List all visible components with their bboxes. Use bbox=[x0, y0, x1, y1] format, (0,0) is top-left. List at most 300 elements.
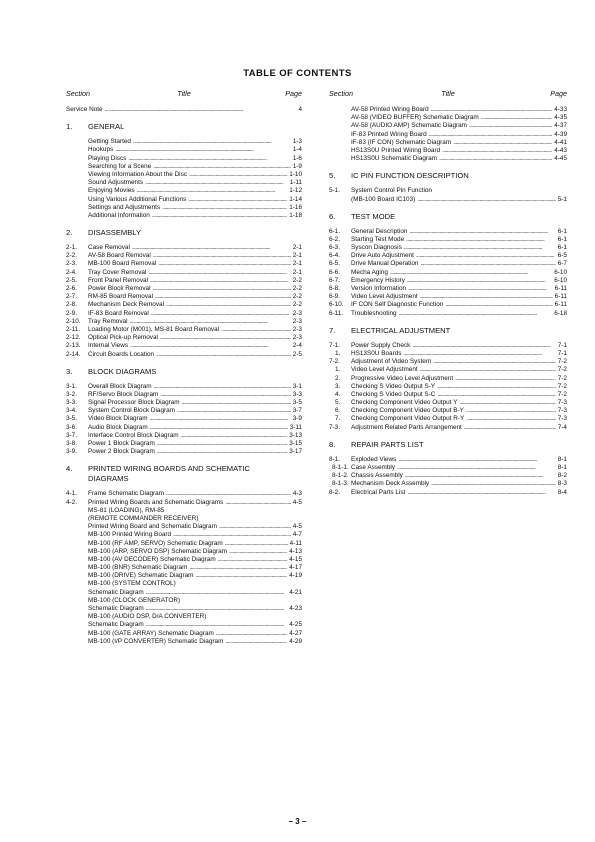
header-title: Title bbox=[441, 89, 455, 98]
toc-entry[interactable] bbox=[66, 342, 302, 350]
dot-leader bbox=[150, 277, 291, 285]
section-title: REPAIR PARTS LIST bbox=[351, 439, 424, 449]
entry-title: Enjoying Movies bbox=[88, 187, 135, 195]
section-title: ELECTRICAL ADJUSTMENT bbox=[351, 325, 451, 335]
toc-entry[interactable] bbox=[329, 155, 567, 163]
toc-entry[interactable] bbox=[329, 399, 567, 407]
entry-page: 4-3 bbox=[292, 490, 302, 498]
toc-list-left bbox=[66, 106, 302, 646]
entry-page: 2-3 bbox=[292, 325, 302, 333]
toc-entry[interactable] bbox=[66, 597, 302, 605]
entry-number: 2-5. bbox=[66, 276, 78, 284]
toc-entry[interactable] bbox=[329, 489, 567, 497]
section-heading bbox=[66, 228, 302, 238]
toc-entry[interactable] bbox=[66, 564, 302, 572]
section-heading bbox=[329, 440, 567, 450]
entry-page: 2-3 bbox=[292, 317, 302, 325]
entry-page: 7-3 bbox=[557, 407, 567, 415]
toc-entry[interactable] bbox=[329, 277, 567, 285]
section-title-block bbox=[88, 367, 156, 377]
toc-entry[interactable] bbox=[329, 187, 567, 195]
toc-entry[interactable] bbox=[66, 196, 302, 204]
dot-leader bbox=[398, 456, 555, 464]
entry-title: Adjustment of Video System bbox=[351, 358, 432, 366]
entry-title: MB-100 (AV DECODER) Schematic Diagram bbox=[88, 555, 216, 563]
entry-page: 6-10 bbox=[554, 268, 567, 276]
section-title: BLOCK DIAGRAMS bbox=[88, 366, 157, 376]
entry-page: 8-2 bbox=[557, 472, 567, 480]
dot-leader bbox=[390, 269, 552, 277]
entry-page: 4-29 bbox=[289, 637, 302, 645]
entry-number: 2-6. bbox=[66, 285, 78, 292]
dot-leader bbox=[173, 531, 291, 539]
header-title: Title bbox=[177, 89, 191, 98]
dot-leader bbox=[466, 415, 556, 423]
dot-leader bbox=[453, 139, 552, 147]
entry-title: Loading Motor (M001), MS-81 Board Removal bbox=[88, 325, 220, 333]
section-number: 6. bbox=[329, 211, 336, 221]
section-heading bbox=[329, 171, 567, 181]
entry-page: 1-18 bbox=[289, 211, 302, 219]
dot-leader bbox=[218, 556, 287, 564]
entry-title: Exploded Views bbox=[351, 455, 397, 463]
entry-title: Tray Cover Removal bbox=[88, 268, 147, 276]
toc-entry[interactable] bbox=[329, 236, 567, 244]
toc-entry[interactable] bbox=[66, 621, 302, 629]
toc-entry[interactable] bbox=[66, 171, 302, 179]
toc-entry[interactable] bbox=[66, 269, 302, 277]
header-section: Section bbox=[66, 89, 90, 98]
toc-entry[interactable] bbox=[329, 310, 567, 318]
toc-entry[interactable] bbox=[329, 196, 567, 204]
entry-page: 3-1 bbox=[292, 382, 302, 390]
toc-entry[interactable] bbox=[329, 366, 567, 374]
toc-right-column bbox=[329, 90, 567, 497]
dot-leader bbox=[464, 424, 556, 432]
toc-entry[interactable] bbox=[66, 334, 302, 342]
entry-page: 6-1 bbox=[557, 244, 567, 252]
toc-entry[interactable] bbox=[329, 260, 567, 268]
dot-leader bbox=[437, 383, 556, 391]
dot-leader bbox=[166, 301, 291, 309]
entry-page: 6-18 bbox=[554, 309, 567, 317]
dot-leader bbox=[442, 147, 552, 155]
dot-leader bbox=[155, 293, 291, 301]
section-title-block bbox=[88, 228, 141, 238]
entry-number: 1. bbox=[335, 366, 341, 374]
toc-entry[interactable] bbox=[66, 424, 302, 432]
section-title-block bbox=[88, 122, 124, 132]
entry-title: Mecha Aging bbox=[351, 268, 388, 276]
toc-entry[interactable] bbox=[329, 342, 567, 350]
entry-page: 4-17 bbox=[289, 564, 302, 572]
dot-leader bbox=[417, 196, 555, 204]
toc-entry[interactable] bbox=[66, 432, 302, 440]
entry-page: 3-15 bbox=[289, 440, 302, 447]
entry-number: 3-1. bbox=[66, 382, 78, 390]
toc-entry[interactable] bbox=[66, 540, 302, 548]
entry-page: 3-13 bbox=[289, 431, 302, 439]
entry-title: AV-58 Printed Wiring Board bbox=[351, 106, 429, 113]
entry-page: 6-7 bbox=[557, 260, 567, 268]
entry-number: 2-14. bbox=[66, 350, 81, 358]
dot-leader bbox=[195, 572, 287, 580]
entry-page: 1-6 bbox=[292, 154, 302, 162]
dot-leader bbox=[150, 415, 291, 423]
dot-leader bbox=[158, 260, 291, 268]
toc-entry[interactable] bbox=[66, 556, 302, 564]
entry-page: 4-33 bbox=[554, 106, 567, 113]
entry-title: MB-100 (I/P CONVERTER) Schematic Diagram bbox=[88, 637, 224, 645]
toc-entry[interactable] bbox=[66, 507, 302, 515]
entry-page: 1-4 bbox=[292, 146, 302, 154]
entry-number: 2-10. bbox=[66, 317, 81, 325]
entry-title: Mechanism Deck Assembly bbox=[351, 480, 430, 488]
toc-entry[interactable] bbox=[66, 531, 302, 539]
entry-title: MB-100 (BNR) Schematic Diagram bbox=[88, 564, 188, 572]
toc-entry[interactable] bbox=[66, 187, 302, 195]
entry-title: Tray Removal bbox=[88, 317, 128, 325]
toc-entry[interactable] bbox=[329, 424, 567, 432]
toc-entry[interactable] bbox=[329, 122, 567, 130]
entry-number: 4. bbox=[335, 390, 341, 398]
entry-title: Drive Auto Adjustment bbox=[351, 252, 414, 260]
dot-leader bbox=[219, 523, 291, 531]
entry-title: Additional Information bbox=[88, 211, 150, 219]
entry-page: 3-3 bbox=[292, 390, 302, 398]
entry-number: 6-6. bbox=[329, 268, 341, 276]
entry-title: (MB-100 Board IC103) bbox=[351, 195, 416, 203]
toc-entry[interactable] bbox=[66, 318, 302, 326]
entry-page: 7-2 bbox=[557, 390, 567, 398]
entry-title: Schematic Diagram bbox=[88, 588, 144, 596]
toc-entry[interactable] bbox=[66, 548, 302, 556]
toc-entry[interactable] bbox=[66, 212, 302, 220]
section-heading bbox=[329, 212, 567, 222]
toc-entry[interactable] bbox=[329, 131, 567, 139]
dot-leader bbox=[420, 366, 556, 374]
toc-entry[interactable] bbox=[329, 106, 567, 114]
dot-leader bbox=[420, 293, 553, 301]
entry-title: Playing Discs bbox=[88, 154, 127, 162]
toc-entry[interactable] bbox=[66, 490, 302, 498]
toc-entry[interactable] bbox=[66, 391, 302, 399]
entry-number: 4-1. bbox=[66, 490, 78, 498]
entry-number: 7-2. bbox=[329, 358, 341, 366]
entry-page: 6-11 bbox=[554, 301, 567, 309]
toc-entry[interactable] bbox=[329, 252, 567, 260]
entry-page: 1-3 bbox=[292, 138, 302, 146]
entry-page: 4 bbox=[298, 106, 302, 113]
section-title-block bbox=[351, 440, 424, 450]
entry-number: 6-10. bbox=[329, 301, 344, 309]
toc-entry[interactable] bbox=[66, 260, 302, 268]
dot-leader bbox=[181, 432, 288, 440]
entry-page: 7-2 bbox=[557, 382, 567, 390]
toc-entry[interactable] bbox=[66, 589, 302, 597]
entry-page: 2-2 bbox=[292, 285, 302, 292]
section-title-block bbox=[88, 464, 250, 484]
entry-page: 3-11 bbox=[289, 423, 302, 431]
dot-leader bbox=[137, 187, 288, 195]
toc-entry[interactable] bbox=[329, 472, 567, 480]
section-title: DISASSEMBLY bbox=[88, 228, 142, 238]
entry-title: Case Removal bbox=[88, 244, 130, 252]
toc-entry[interactable] bbox=[66, 146, 302, 154]
toc-entry[interactable] bbox=[329, 480, 567, 488]
toc-entry[interactable] bbox=[66, 523, 302, 531]
entry-title: IF-83 Board Removal bbox=[88, 309, 149, 317]
toc-entry[interactable] bbox=[66, 580, 302, 588]
entry-number: 4-2. bbox=[66, 498, 78, 506]
toc-entry[interactable] bbox=[66, 515, 302, 523]
entry-page: 6-11 bbox=[554, 285, 567, 292]
toc-entry[interactable] bbox=[66, 204, 302, 212]
entry-number: 2-9. bbox=[66, 309, 78, 317]
toc-entry[interactable] bbox=[329, 139, 567, 147]
entry-number: 1. bbox=[335, 349, 341, 357]
dot-leader bbox=[160, 391, 290, 399]
entry-title: AV-58 (AUDIO AMP) Schematic Diagram bbox=[351, 122, 468, 130]
entry-page: 7-2 bbox=[557, 366, 567, 374]
entry-title: Service Note bbox=[66, 106, 103, 113]
toc-entry[interactable] bbox=[329, 269, 567, 277]
entry-number: 2-7. bbox=[66, 293, 78, 301]
section-number: 4. bbox=[66, 464, 73, 474]
entry-page: 6-1 bbox=[557, 227, 567, 235]
toc-entry[interactable] bbox=[66, 293, 302, 301]
entry-title: Progressive Video Level Adjustment bbox=[351, 374, 454, 382]
entry-title: Hookups bbox=[88, 146, 114, 154]
entry-number: 2. bbox=[335, 374, 341, 382]
toc-entry[interactable] bbox=[329, 244, 567, 252]
toc-entry[interactable] bbox=[66, 244, 302, 252]
section-title: IC PIN FUNCTION DESCRIPTION bbox=[351, 171, 469, 181]
entry-number: 6-5. bbox=[329, 260, 341, 268]
entry-title: Audio Block Diagram bbox=[88, 423, 148, 431]
entry-number: 3-4. bbox=[66, 407, 78, 415]
toc-entry[interactable] bbox=[329, 228, 567, 236]
dot-leader bbox=[189, 171, 287, 179]
entry-title: Power 2 Block Diagram bbox=[88, 448, 155, 456]
entry-page: 6-11 bbox=[554, 293, 567, 301]
dot-leader bbox=[437, 391, 555, 399]
entry-number: 3-5. bbox=[66, 415, 78, 423]
entry-title: Adjustment Related Parts Arrangement bbox=[351, 423, 462, 431]
entry-title: MB-100 (SYSTEM CONTROL) bbox=[88, 580, 176, 588]
toc-entry[interactable] bbox=[329, 375, 567, 383]
toc-entry[interactable] bbox=[66, 326, 302, 334]
dot-leader bbox=[225, 540, 288, 548]
dot-leader bbox=[160, 334, 291, 342]
entry-title: Troubleshooting bbox=[351, 309, 397, 317]
entry-page: 6-10 bbox=[554, 276, 567, 284]
toc-entry[interactable] bbox=[66, 285, 302, 293]
entry-page: 7-2 bbox=[557, 358, 567, 366]
entry-page: 3-9 bbox=[292, 415, 302, 423]
entry-title: IF-83 Printed Wiring Board bbox=[351, 130, 427, 138]
entry-title: Checking S Video Output S-C bbox=[351, 390, 436, 398]
entry-title: System Control Block Diagram bbox=[88, 407, 176, 415]
entry-title: Power Supply Check bbox=[351, 341, 411, 349]
entry-title: Case Assembly bbox=[351, 464, 396, 471]
section-number: 7. bbox=[329, 325, 336, 335]
entry-page: 4-5 bbox=[292, 498, 302, 506]
toc-entry[interactable] bbox=[66, 383, 302, 391]
dot-leader bbox=[405, 472, 556, 480]
toc-entry[interactable] bbox=[66, 630, 302, 638]
entry-title: HS13S0U Printed Wiring Board bbox=[351, 146, 441, 154]
toc-entry[interactable] bbox=[329, 391, 567, 399]
dot-leader bbox=[153, 252, 291, 260]
entry-title: MB-100 (GATE ARRAY) Schematic Diagram bbox=[88, 629, 214, 637]
entry-page: 4-19 bbox=[289, 572, 302, 580]
entry-title: Schematic Diagram bbox=[88, 605, 144, 612]
entry-number: 2-13. bbox=[66, 342, 81, 350]
entry-number: 6-4. bbox=[329, 252, 341, 260]
section-number: 2. bbox=[66, 228, 73, 238]
toc-entry[interactable] bbox=[66, 572, 302, 580]
dot-leader bbox=[407, 277, 552, 285]
entry-title: Optical Pick-up Removal bbox=[88, 334, 158, 342]
dot-leader bbox=[148, 269, 290, 277]
section-title: GENERAL bbox=[88, 122, 125, 132]
dot-leader bbox=[156, 351, 291, 359]
entry-title: MB-100 Printed Wiring Board bbox=[88, 531, 172, 539]
entry-number: 3-3. bbox=[66, 399, 78, 407]
entry-number: 3-8. bbox=[66, 440, 78, 447]
entry-number: 8-1. bbox=[329, 455, 341, 463]
entry-page: 1-9 bbox=[292, 162, 302, 170]
entry-page: 8-3 bbox=[557, 480, 567, 488]
entry-title: Checking Component Video Output Y bbox=[351, 399, 458, 407]
entry-page: 2-1 bbox=[292, 268, 302, 276]
toc-entry[interactable] bbox=[329, 464, 567, 472]
section-number: 1. bbox=[66, 122, 73, 132]
dot-leader bbox=[166, 490, 291, 498]
dot-leader bbox=[399, 310, 553, 318]
entry-page: 3-17 bbox=[289, 448, 302, 456]
entry-number: 3-6. bbox=[66, 423, 78, 431]
dot-leader bbox=[429, 131, 553, 139]
toc-entry[interactable] bbox=[66, 163, 302, 171]
toc-entry[interactable] bbox=[66, 106, 302, 114]
entry-title: RM-85 Board Removal bbox=[88, 293, 153, 301]
dot-leader bbox=[151, 310, 291, 318]
entry-page: 3-7 bbox=[292, 407, 302, 415]
column-header bbox=[66, 90, 302, 100]
dot-leader bbox=[431, 480, 556, 488]
entry-page: 2-1 bbox=[292, 260, 302, 268]
toc-entry[interactable] bbox=[66, 179, 302, 187]
entry-number: 6-2. bbox=[329, 235, 341, 243]
entry-title: Checking S Video Output S-Y bbox=[351, 382, 436, 390]
toc-entry[interactable] bbox=[66, 252, 302, 260]
dot-leader bbox=[455, 375, 556, 383]
toc-entry[interactable] bbox=[66, 407, 302, 415]
dot-leader bbox=[404, 244, 556, 252]
entry-number: 2-12. bbox=[66, 334, 81, 342]
dot-leader bbox=[225, 638, 287, 646]
entry-number: 3-7. bbox=[66, 431, 78, 439]
entry-page: 4-37 bbox=[554, 122, 567, 130]
toc-entry[interactable] bbox=[66, 638, 302, 646]
toc-entry[interactable] bbox=[329, 350, 567, 358]
entry-number: 2-2. bbox=[66, 252, 78, 260]
toc-entry[interactable] bbox=[66, 351, 302, 359]
entry-title: Using Various Additional Functions bbox=[88, 195, 187, 203]
toc-entry[interactable] bbox=[329, 301, 567, 309]
toc-entry[interactable] bbox=[329, 415, 567, 423]
entry-page: 2-1 bbox=[292, 244, 302, 252]
toc-entry[interactable] bbox=[66, 310, 302, 318]
entry-page: 2-3 bbox=[292, 334, 302, 342]
entry-page: 5-1 bbox=[557, 195, 567, 203]
entry-title: Chassis Assembly bbox=[351, 472, 403, 480]
dot-leader bbox=[431, 106, 553, 114]
entry-number: 3-2. bbox=[66, 390, 78, 398]
entry-page: 4-15 bbox=[289, 555, 302, 563]
toc-entry[interactable] bbox=[66, 613, 302, 621]
entry-number: 2-1. bbox=[66, 244, 78, 252]
toc-entry[interactable] bbox=[329, 456, 567, 464]
toc-entry[interactable] bbox=[66, 415, 302, 423]
entry-title: Video Block Diagram bbox=[88, 415, 148, 423]
toc-entry[interactable] bbox=[329, 358, 567, 366]
dot-leader bbox=[152, 212, 287, 220]
entry-page: 1-16 bbox=[289, 203, 302, 211]
entry-number: 2-11. bbox=[66, 325, 81, 333]
section-number: 3. bbox=[66, 366, 73, 376]
entry-page: 1-11 bbox=[289, 179, 302, 187]
entry-title: Version Information bbox=[351, 285, 407, 292]
entry-title: Schematic Diagram bbox=[88, 621, 144, 629]
entry-title: Power 1 Block Diagram bbox=[88, 440, 155, 447]
toc-entry[interactable] bbox=[66, 440, 302, 448]
toc-entry[interactable] bbox=[329, 114, 567, 122]
entry-page: 8-1 bbox=[557, 455, 567, 463]
entry-number: 7-3. bbox=[329, 423, 341, 431]
toc-entry[interactable] bbox=[329, 383, 567, 391]
toc-entry[interactable] bbox=[66, 399, 302, 407]
entry-number: 6-1. bbox=[329, 227, 341, 235]
dot-leader bbox=[130, 342, 291, 350]
toc-entry[interactable] bbox=[329, 407, 567, 415]
dot-leader bbox=[433, 358, 556, 366]
toc-entry[interactable] bbox=[329, 147, 567, 155]
entry-title: Searching for a Scene bbox=[88, 162, 152, 170]
toc-entry[interactable] bbox=[329, 285, 567, 293]
entry-page: 7-2 bbox=[557, 374, 567, 382]
toc-entry[interactable] bbox=[66, 138, 302, 146]
toc-entry[interactable] bbox=[66, 277, 302, 285]
entry-page: 4-41 bbox=[554, 138, 567, 146]
toc-entry[interactable] bbox=[66, 499, 302, 507]
toc-entry[interactable] bbox=[66, 301, 302, 309]
entry-number: 7. bbox=[335, 415, 341, 423]
entry-page: 4-43 bbox=[554, 146, 567, 154]
entry-number: 5-1. bbox=[329, 187, 341, 195]
toc-entry[interactable] bbox=[66, 605, 302, 613]
toc-entry[interactable] bbox=[66, 155, 302, 163]
entry-title: Getting Started bbox=[88, 138, 131, 146]
entry-number: 6-11. bbox=[329, 309, 344, 317]
entry-title: Checking Component Video Output R-Y bbox=[351, 415, 465, 423]
entry-title: Printed Wiring Board and Schematic Diagram bbox=[88, 523, 217, 531]
entry-number: 2-4. bbox=[66, 268, 78, 276]
toc-entry[interactable] bbox=[66, 448, 302, 456]
toc-entry[interactable] bbox=[329, 293, 567, 301]
